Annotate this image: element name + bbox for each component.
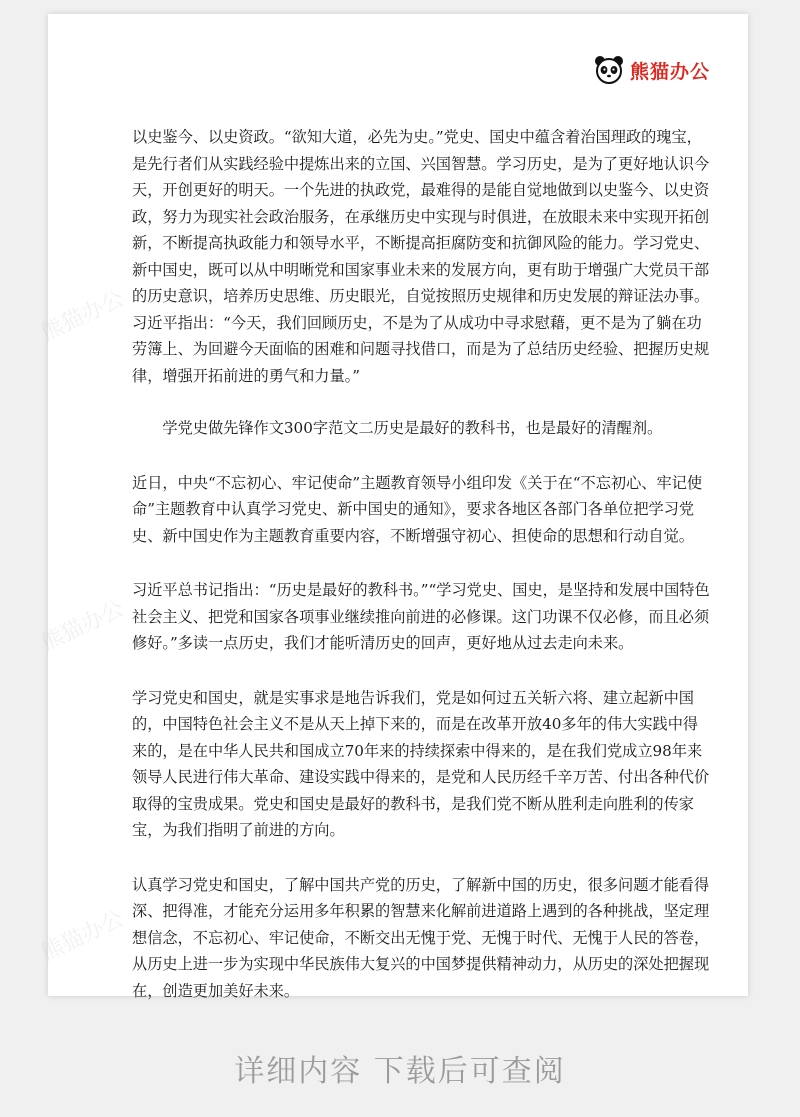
brand-logo	[594, 54, 710, 86]
paragraph: 学党史做先锋作文300字范文二历史是最好的教科书，也是最好的清醒剂。	[162, 419, 663, 437]
download-note: 详细内容 下载后可查阅	[234, 1054, 566, 1089]
watermark: 熊猫办公	[37, 906, 129, 967]
brand-name: 熊猫办公	[629, 60, 710, 83]
paragraph: 学习党史和国史，就是实事求是地告诉我们，党是如何过五关斩六将、建立起新中国的，中国特色社会主义不是从天上掉下来的，而是在改革开放40多年的伟大实践中得来的，是在中华人民共和国成立70年来的持续探索中得来的，是在我们党成立98年来领导人民进行伟大革命、建设实践中得来的，是党和人民历经千辛万苦、付出各种代价取得的宝贵成果。党史和国史是最好的教科书，是我们党不断从胜利走向胜利的传家宝，为我们指明了前进的方向。	[132, 688, 710, 839]
panda-icon	[594, 55, 624, 85]
document-body	[132, 124, 712, 1004]
watermark: 熊猫办公	[37, 286, 129, 347]
paragraph: 认真学习党史和国史，了解中国共产党的历史，了解新中国的历史，很多问题才能看得深、把得准，才能充分运用多年积累的智慧来化解前进道路上遇到的各种挑战，坚定理想信念，不忘初心、牢记使命，不断交出无愧于党、无愧于时代、无愧于人民的答卷，从历史上进一步为实现中华民族伟大复兴的中国梦提供精神动力，从历史的深处把握现在，创造更加美好未来。	[132, 875, 710, 1000]
watermark: 熊猫办公	[37, 596, 129, 657]
document-page	[37, 14, 748, 1000]
paragraph: 习近平总书记指出：“历史是最好的教科书。”“学习党史、国史，是坚持和发展中国特色社会主义、把党和国家各项事业继续推向前进的必修课。这门功课不仅必修，而且必须修好。”多读一点历史，我们才能听清历史的回声，更好地从过去走向未来。	[132, 581, 710, 652]
paragraph: 近日，中央“不忘初心、牢记使命”主题教育领导小组印发《关于在“不忘初心、牢记使命”主题教育中认真学习党史、新中国史的通知》，要求各地区各部门各单位把学习党史、新中国史作为主题教育重要内容，不断增强守初心、担使命的思想和行动自觉。	[132, 473, 703, 545]
paragraph: 以史鉴今、以史资政。“欲知大道，必先为史。”党史、国史中蕴含着治国理政的瑰宝，是先行者们从实践经验中提炼出来的立国、兴国智慧。学习历史，是为了更好地认识今天，开创更好的明天。一个先进的执政党，最难得的是能自觉地做到以史鉴今、以史资政，努力为现实社会政治服务，在承继历史中实现与时俱进，在放眼未来中实现开拓创新，不断提高执政能力和领导水平，不断提高拒腐防变和抗御风险的能力。学习党史、新中国史，既可以从中明晰党和国家事业未来的发展方向，更有助于增强广大党员干部的历史意识，培养历史思维、历史眼光，自觉按照历史规律和历史发展的辩证法办事。习近平指出：“今天，我们回顾历史，不是为了从成功中寻求慰藉，更不是为了躺在功劳簿上、为回避今天面临的困难和问题寻找借口，而是为了总结历史经验、把握历史规律，增强开拓前进的勇气和力量。”	[132, 128, 710, 385]
